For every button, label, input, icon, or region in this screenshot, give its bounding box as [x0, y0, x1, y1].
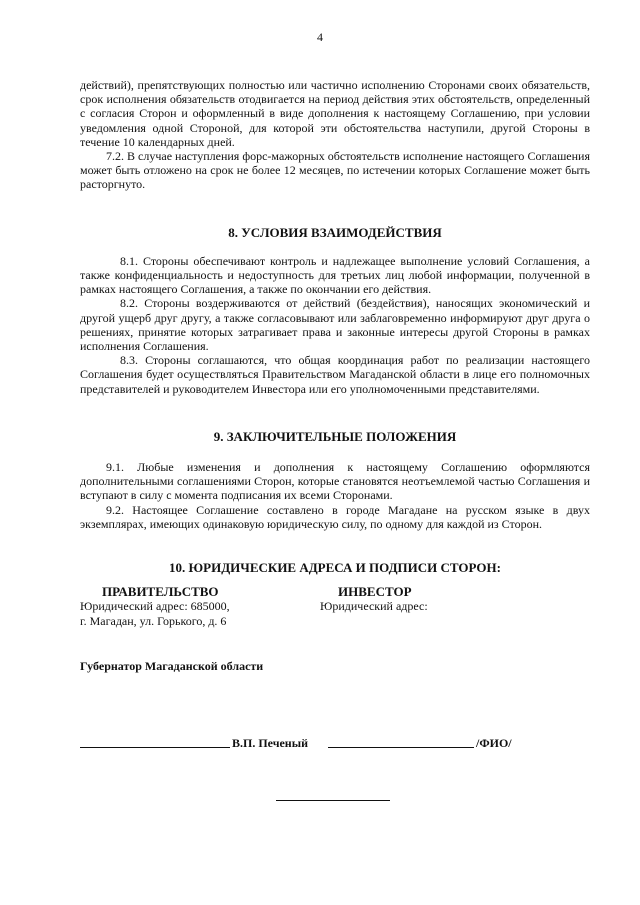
paragraph-8-2: 8.2. Стороны воздерживаются от действий (бездействия), наносящих экономический и другой ущерб друг другу, а также согласовывают или заблаговременно информируют друг друга о решениях, принятие которых затрагивает права и законные интересы другой Стороны в рамках исполнения Соглашения.: [80, 296, 590, 354]
section-9-heading: 9. ЗАКЛЮЧИТЕЛЬНЫЕ ПОЛОЖЕНИЯ: [213, 428, 457, 444]
section-10-heading: 10. ЮРИДИЧЕСКИЕ АДРЕСА И ПОДПИСИ СТОРОН:: [169, 560, 501, 576]
governor-title: Губернатор Магаданской области: [80, 659, 264, 674]
paragraph-8-3: 8.3. Стороны соглашаются, что общая координация работ по реализации настоящего Соглашения будет осуществляться Правительством Магаданской области в лице его полномочных представителей и руководителем Инвестора или его уполномоченными представителями.: [80, 353, 590, 396]
government-title: ПРАВИТЕЛЬСТВО: [102, 584, 219, 600]
governor-signature-line: [80, 747, 230, 748]
investor-party: [320, 585, 540, 613]
paragraph-9-2: 9.2. Настоящее Соглашение составлено в городе Магадане на русском языке в двух экземплярах, имеющих одинаковую юридическую силу, по одному для каждой из Сторон.: [80, 502, 590, 531]
page-number: 4: [317, 30, 323, 44]
investor-signature-label: /ФИО/: [476, 736, 512, 750]
document-body: [80, 78, 590, 673]
government-address-line1: Юридический адрес: 685000,: [80, 599, 230, 614]
paragraph-7-1-continuation: действий), препятствующих полностью или частично исполнению Сторонами своих обязательств, срок исполнения обязательств отодвигается на период действия этих обстоятельств, определенный с согласия Сторон и оформленный в виде дополнения к настоящему Соглашению, при условии уведомления одной Стороной, для которой эти обстоятельства наступили, другой Стороны в течение 10 календарных дней.: [80, 78, 590, 149]
paragraph-8-1: 8.1. Стороны обеспечивают контроль и надлежащее выполнение условий Соглашения, а также конфиденциальность и недоступность для третьих лиц любой информации, полученной в рамках настоящего Соглашения, а также по окончании его действия.: [80, 253, 590, 297]
paragraph-7-2: 7.2. В случае наступления форс-мажорных обстоятельств исполнение настоящего Соглашения может быть отложено на срок не более 12 месяцев, по истечении которых Соглашение может быть расторгнуто.: [80, 149, 590, 192]
investor-signature-line: [328, 747, 474, 748]
investor-address-line1: Юридический адрес:: [320, 599, 428, 614]
section-8-heading: 8. УСЛОВИЯ ВЗАИМОДЕЙСТВИЯ: [228, 224, 442, 240]
governor-name: В.П. Печеный: [232, 736, 308, 750]
parties-block: [80, 585, 590, 631]
investor-title: ИНВЕСТОР: [338, 584, 412, 600]
government-address-line2: г. Магадан, ул. Горького, д. 6: [80, 613, 227, 628]
paragraph-9-1: 9.1. Любые изменения и дополнения к настоящему Соглашению оформляются дополнительными соглашениями Сторон, которые становятся неотъемлемой частью Соглашения и вступают в силу с момента подписания их всеми Сторонами.: [80, 460, 590, 503]
government-party: [80, 585, 300, 628]
separator-line: [276, 800, 390, 801]
